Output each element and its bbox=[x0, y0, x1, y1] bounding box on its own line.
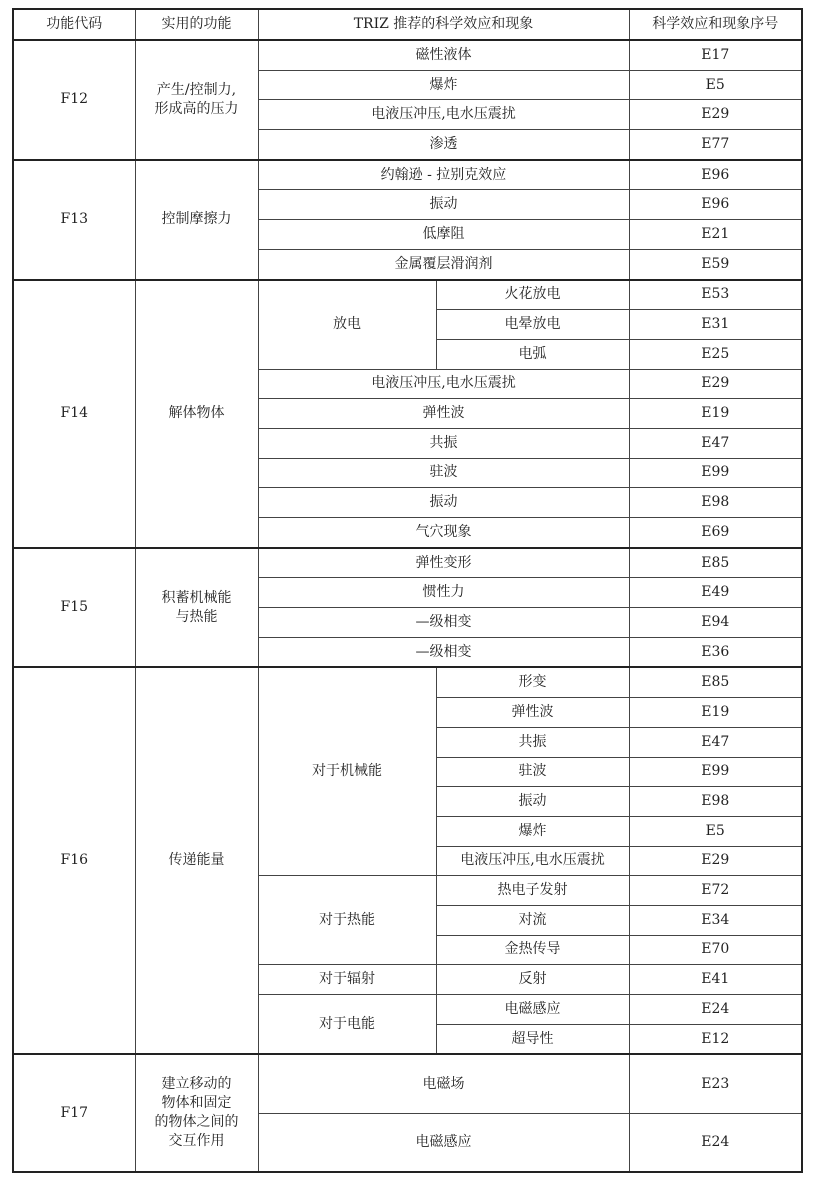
effect-number-cell: E72 bbox=[629, 876, 802, 906]
function-line: 解体物体 bbox=[168, 405, 225, 422]
function-line: 物体和固定 bbox=[161, 1095, 232, 1112]
effect-cell: 电磁感应 bbox=[436, 995, 629, 1025]
function-line: 与热能 bbox=[175, 608, 218, 625]
effect-cell: 电液压冲压,电水压震扰 bbox=[258, 369, 629, 399]
function-code-cell: F16 bbox=[13, 667, 135, 1054]
effect-number-cell: E29 bbox=[629, 369, 802, 399]
function-line: 的物体之间的 bbox=[154, 1114, 239, 1131]
effect-cell: 弹性波 bbox=[436, 698, 629, 728]
function-code-cell: F14 bbox=[13, 280, 135, 548]
effect-cell: 共振 bbox=[258, 428, 629, 458]
effect-category-cell: 对于辐射 bbox=[258, 965, 436, 995]
effect-cell: 电磁感应 bbox=[258, 1113, 629, 1172]
effect-cell: 弹性变形 bbox=[258, 548, 629, 578]
practical-function-cell bbox=[135, 667, 258, 1054]
effect-cell: 爆炸 bbox=[258, 70, 629, 100]
table-row bbox=[13, 667, 802, 697]
function-line: 控制摩擦力 bbox=[161, 211, 232, 228]
function-code-cell: F12 bbox=[13, 40, 135, 160]
function-line: 积蓄机械能 bbox=[161, 589, 232, 606]
effect-cell: —级相变 bbox=[258, 608, 629, 638]
function-line: 建立移动的 bbox=[161, 1076, 232, 1093]
effect-cell: 超导性 bbox=[436, 1024, 629, 1054]
effect-number-cell: E23 bbox=[629, 1054, 802, 1113]
effect-number-cell: E85 bbox=[629, 667, 802, 697]
effect-cell: 振动 bbox=[258, 190, 629, 220]
effect-cell: 热电子发射 bbox=[436, 876, 629, 906]
effect-category-cell: 对于热能 bbox=[258, 876, 436, 965]
effect-number-cell: E5 bbox=[629, 816, 802, 846]
table-row bbox=[13, 548, 802, 578]
effect-number-cell: E29 bbox=[629, 846, 802, 876]
effect-cell: 火花放电 bbox=[436, 280, 629, 310]
header-effect-number: 科学效应和现象序号 bbox=[629, 9, 802, 40]
effect-number-cell: E41 bbox=[629, 965, 802, 995]
effect-cell: 振动 bbox=[436, 787, 629, 817]
table-row bbox=[13, 280, 802, 310]
function-code-cell: F13 bbox=[13, 160, 135, 280]
table-row bbox=[13, 1054, 802, 1113]
effect-cell: 共振 bbox=[436, 727, 629, 757]
effect-number-cell: E34 bbox=[629, 905, 802, 935]
effect-number-cell: E94 bbox=[629, 608, 802, 638]
effect-number-cell: E31 bbox=[629, 310, 802, 340]
effect-number-cell: E19 bbox=[629, 698, 802, 728]
effect-cell: 振动 bbox=[258, 488, 629, 518]
effect-cell: 气穴现象 bbox=[258, 518, 629, 548]
triz-effects-table bbox=[12, 8, 803, 1173]
effect-cell: 电弧 bbox=[436, 339, 629, 369]
table-row bbox=[13, 40, 802, 70]
effect-number-cell: E5 bbox=[629, 70, 802, 100]
practical-function-cell bbox=[135, 160, 258, 280]
effect-cell: 反射 bbox=[436, 965, 629, 995]
effect-number-cell: E24 bbox=[629, 1113, 802, 1172]
effect-number-cell: E29 bbox=[629, 100, 802, 130]
function-code-cell: F17 bbox=[13, 1054, 135, 1172]
practical-function-cell bbox=[135, 1054, 258, 1172]
function-code-cell: F15 bbox=[13, 548, 135, 668]
function-line: 传递能量 bbox=[168, 852, 225, 869]
effect-category-cell: 对于电能 bbox=[258, 995, 436, 1055]
effect-cell: 金热传导 bbox=[436, 935, 629, 965]
effect-number-cell: E17 bbox=[629, 40, 802, 70]
header-triz-effects: TRIZ 推荐的科学效应和现象 bbox=[258, 9, 629, 40]
effect-cell: 低摩阻 bbox=[258, 220, 629, 250]
effect-number-cell: E99 bbox=[629, 458, 802, 488]
effect-cell: 电晕放电 bbox=[436, 310, 629, 340]
effect-cell: 弹性波 bbox=[258, 399, 629, 429]
effect-number-cell: E24 bbox=[629, 995, 802, 1025]
effect-category-cell: 放电 bbox=[258, 280, 436, 370]
function-line: 形成高的压力 bbox=[154, 100, 239, 117]
effect-cell: 电磁场 bbox=[258, 1054, 629, 1113]
function-line: 产生/控制力, bbox=[156, 81, 237, 98]
effect-number-cell: E36 bbox=[629, 637, 802, 667]
header-row bbox=[13, 9, 802, 40]
table-row bbox=[13, 160, 802, 190]
effect-number-cell: E49 bbox=[629, 578, 802, 608]
practical-function-cell bbox=[135, 280, 258, 548]
effect-number-cell: E77 bbox=[629, 130, 802, 160]
effect-cell: 对流 bbox=[436, 905, 629, 935]
effect-cell: 爆炸 bbox=[436, 816, 629, 846]
effect-number-cell: E59 bbox=[629, 249, 802, 279]
effect-number-cell: E99 bbox=[629, 757, 802, 787]
effect-number-cell: E19 bbox=[629, 399, 802, 429]
effect-number-cell: E47 bbox=[629, 727, 802, 757]
effect-cell: 金属覆层滑润剂 bbox=[258, 249, 629, 279]
function-line: 交互作用 bbox=[168, 1133, 225, 1150]
effect-number-cell: E47 bbox=[629, 428, 802, 458]
header-function-code: 功能代码 bbox=[13, 9, 135, 40]
practical-function-cell bbox=[135, 548, 258, 668]
practical-function-cell bbox=[135, 40, 258, 160]
effect-number-cell: E98 bbox=[629, 787, 802, 817]
effect-cell: 渗透 bbox=[258, 130, 629, 160]
effect-cell: 约翰逊 - 拉别克效应 bbox=[258, 160, 629, 190]
effect-cell: 磁性液体 bbox=[258, 40, 629, 70]
effect-cell: 电液压冲压,电水压震扰 bbox=[436, 846, 629, 876]
effect-number-cell: E12 bbox=[629, 1024, 802, 1054]
effect-number-cell: E96 bbox=[629, 190, 802, 220]
effect-cell: 驻波 bbox=[436, 757, 629, 787]
effect-cell: —级相变 bbox=[258, 637, 629, 667]
effect-number-cell: E96 bbox=[629, 160, 802, 190]
effect-number-cell: E70 bbox=[629, 935, 802, 965]
effect-number-cell: E25 bbox=[629, 339, 802, 369]
effect-number-cell: E85 bbox=[629, 548, 802, 578]
header-practical-function: 实用的功能 bbox=[135, 9, 258, 40]
effect-cell: 驻波 bbox=[258, 458, 629, 488]
effect-number-cell: E21 bbox=[629, 220, 802, 250]
effect-number-cell: E53 bbox=[629, 280, 802, 310]
effect-cell: 电液压冲压,电水压震扰 bbox=[258, 100, 629, 130]
effect-number-cell: E69 bbox=[629, 518, 802, 548]
effect-cell: 惯性力 bbox=[258, 578, 629, 608]
effect-category-cell: 对于机械能 bbox=[258, 667, 436, 875]
effect-cell: 形变 bbox=[436, 667, 629, 697]
effect-number-cell: E98 bbox=[629, 488, 802, 518]
